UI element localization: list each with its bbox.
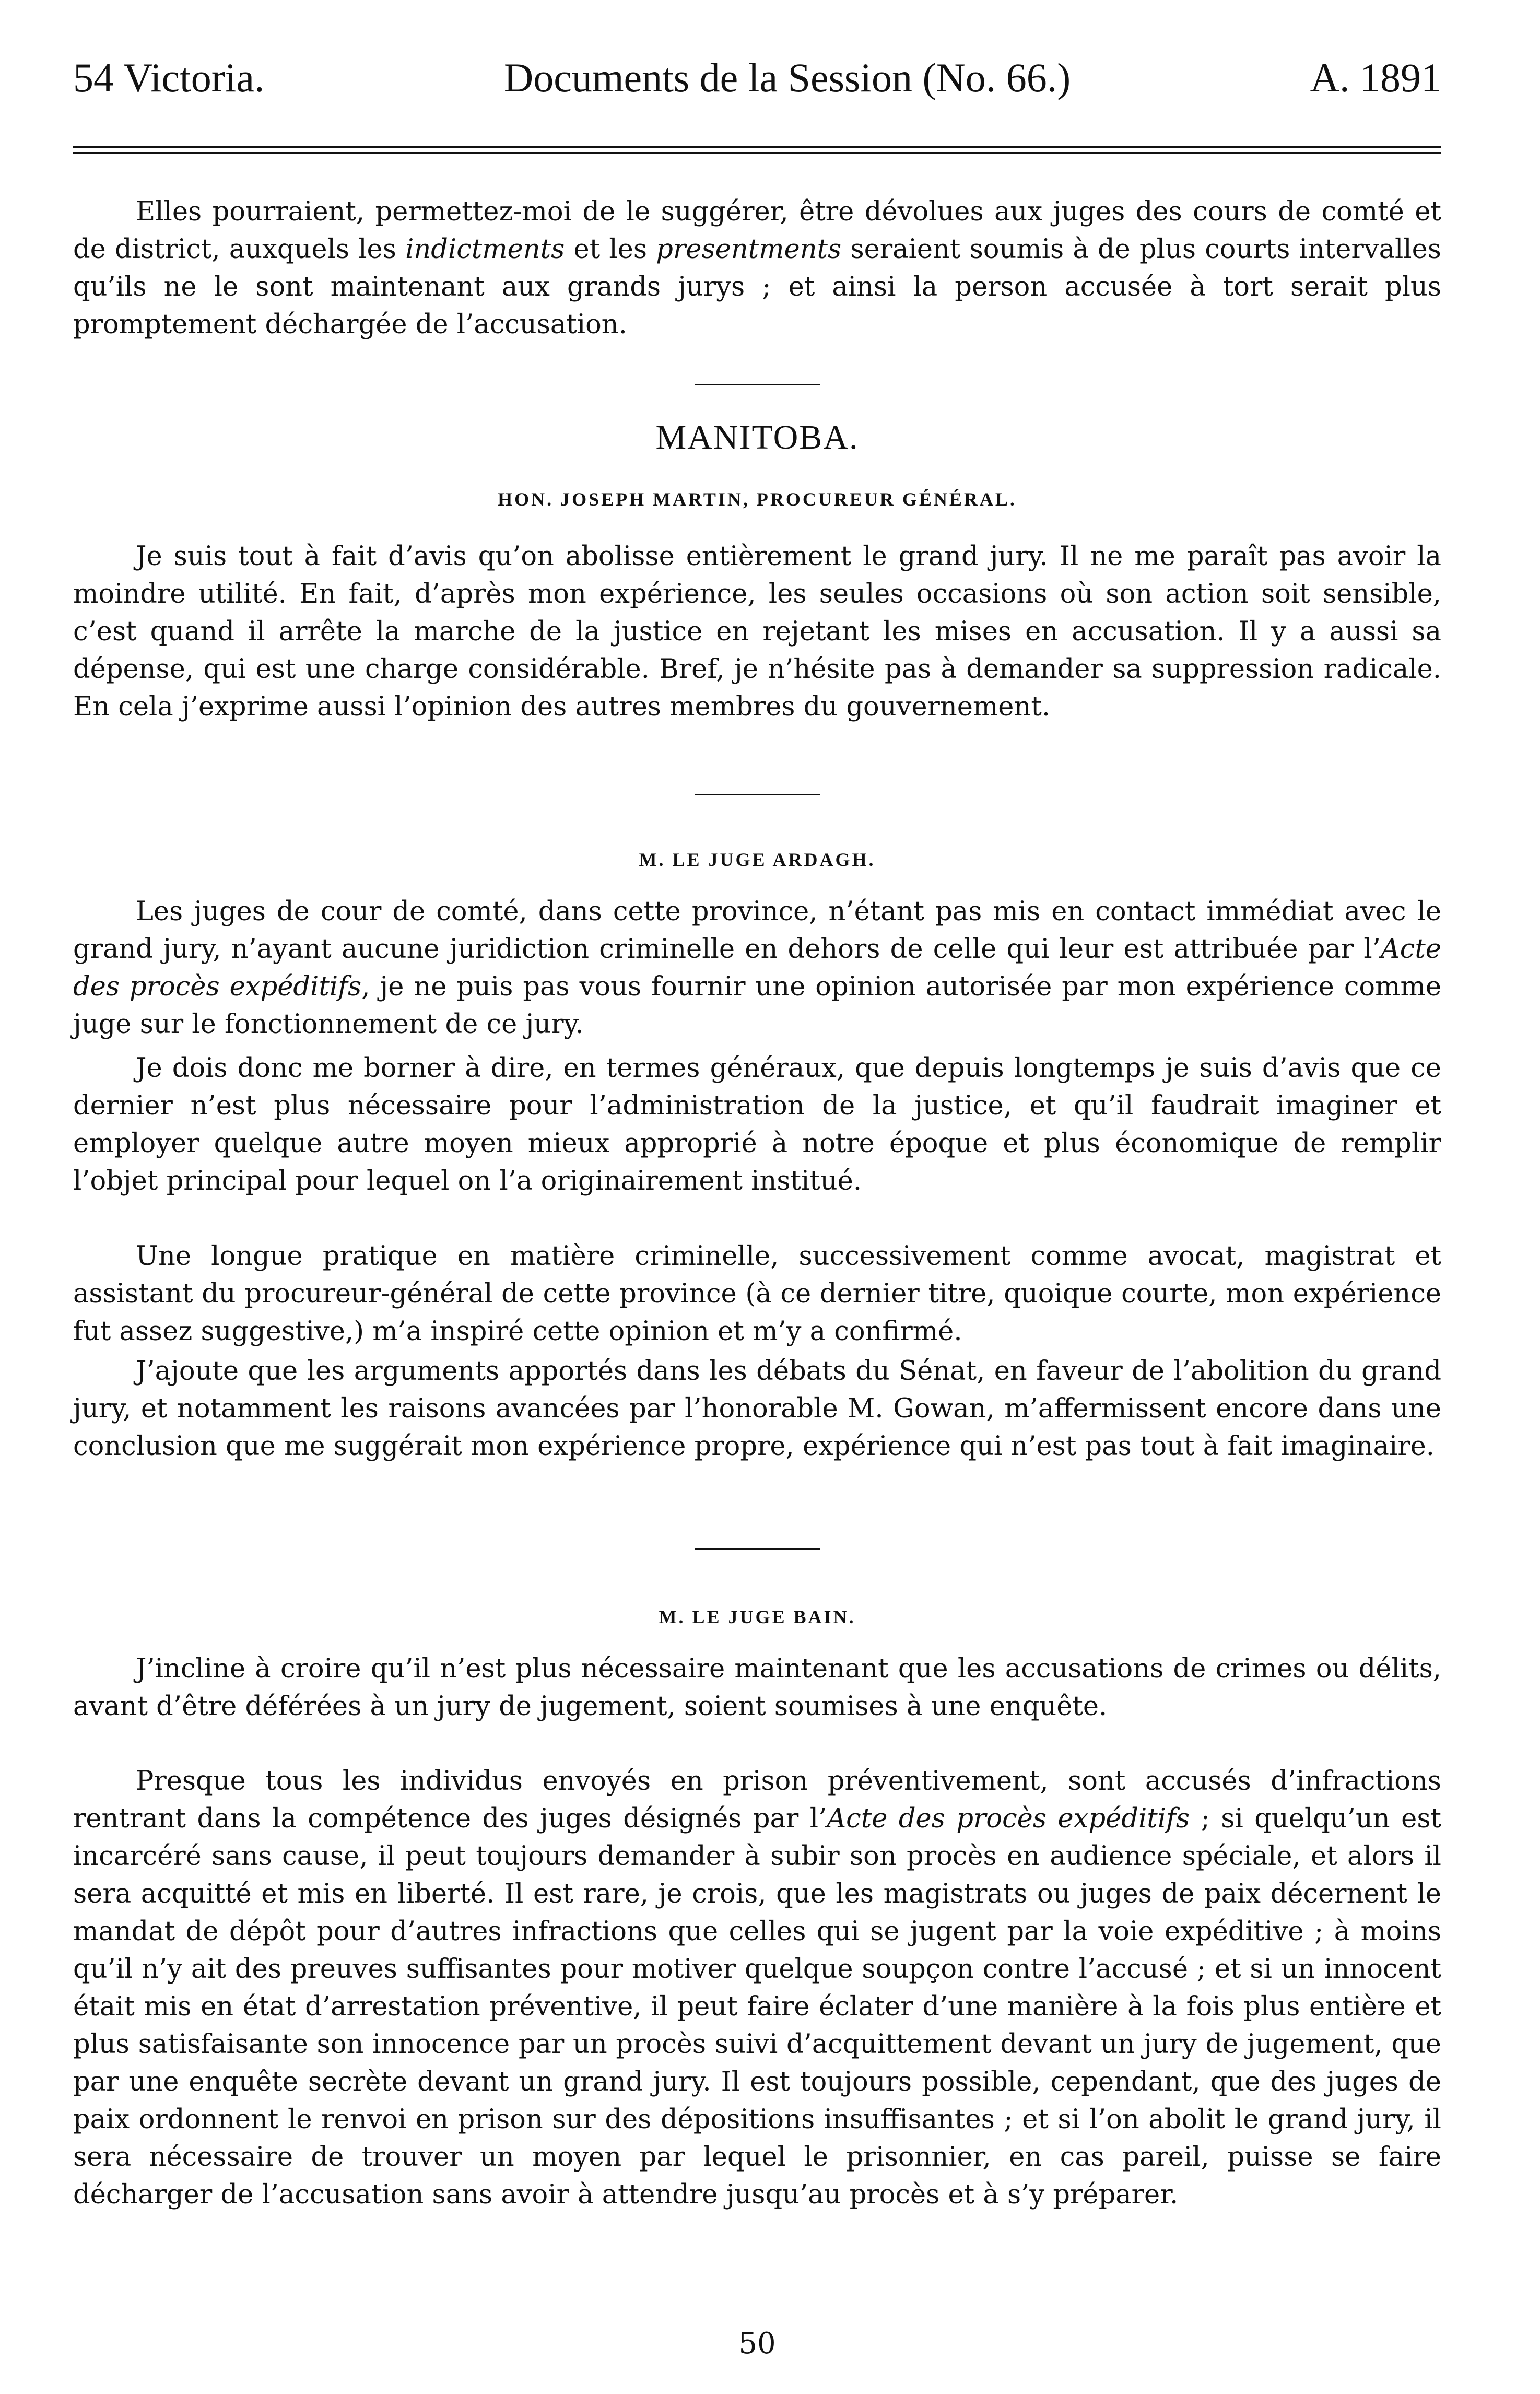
- section-title-manitoba: MANITOBA.: [655, 418, 859, 456]
- bain-paragraph-2: Presque tous les individus envoyés en prison préventivement, sont accusés d’infractions rentrant dans la compétence des juges désignés par l’Acte des procès expéditifs ; si quelqu’un est incarcéré sans cause, il peut toujours demander à subir son procès en audience spéciale, et alors il sera acquitté et mis en liberté. Il est rare, je crois, que les magistrats ou juges de paix décernent le mandat de dépôt pour d’autres infractions que celles qui se jugent par la voie expéditive ; à moins qu’il n’y ait des preuves suffisantes pour motiver quelque soupçon contre l’accusé ; et si un innocent était mis en état d’arrestation préventive, il peut faire éclater d’une manière à la fois plus entière et plus satisfaisante son innocence par un procès suivi d’acquittement devant un jury de jugement, que par une enquête secrète devant un grand jury. Il est toujours possible, cependant, que des juges de paix ordonnent le renvoi en prison sur des dépositions insuffisantes ; et si l’on abolit le grand jury, il sera nécessaire de trouver un moyen par lequel le prisonnier, en cas pareil, puisse se faire décharger de l’accusation sans avoir à attendre jusqu’au procès et à s’y préparer.: [73, 1766, 1441, 2210]
- header-left: 54 Victoria.: [73, 55, 265, 100]
- term-indictments: indictments: [405, 234, 565, 265]
- section-title-ardagh: M. LE JUGE ARDAGH.: [639, 849, 876, 870]
- ardagh-paragraph-3: Une longue pratique en matière criminelle, successivement comme avocat, magistrat et assistant du procureur-général de cette province (à ce dernier titre, quoique courte, mon expérience fut assez suggestive,) m’a inspiré cette opinion et m’y a confirmé.: [73, 1241, 1441, 1347]
- intro-paragraph: Elles pourraient, permettez-moi de le suggérer, être dévolues aux juges des cours de comté et de district, auxquels les indictments et les presentments seraient soumis à de plus courts intervalles qu’ils ne le sont maintenant aux grands jurys ; et ainsi la person accusée à tort serait plus promptement déchargée de l’accusation.: [73, 196, 1441, 340]
- section-separator: [695, 384, 820, 385]
- ardagh-paragraph-2: Je dois donc me borner à dire, en termes généraux, que depuis longtemps je suis d’avis que ce dernier n’est plus nécessaire pour l’administration de la justice, et qu’il faudrait imaginer et employer quelque autre moyen mieux approprié à notre époque et plus économique de remplir l’objet principal pour lequel on l’a originairement institué.: [73, 1053, 1441, 1196]
- bain-paragraph-1: J’incline à croire qu’il n’est plus nécessaire maintenant que les accusations de crimes ou délits, avant d’être déférées à un jury de jugement, soient soumises à une enquête.: [73, 1653, 1441, 1722]
- manitoba-paragraph: Je suis tout à fait d’avis qu’on abolisse entièrement le grand jury. Il ne me paraît pas avoir la moindre utilité. En fait, d’après mon expérience, les seules occasions où son action soit sensible, c’est quand il arrête la marche de la justice en rejetant les mises en accusation. Il y a aussi sa dépense, qui est une charge considérable. Bref, je n’hésite pas à demander sa suppression radicale. En cela j’exprime aussi l’opinion des autres membres du gouvernement.: [73, 541, 1441, 722]
- act-title: Acte des procès expéditifs: [73, 934, 1441, 1002]
- act-title: Acte des procès expéditifs: [827, 1803, 1190, 1834]
- term-presentments: presentments: [656, 234, 842, 265]
- ardagh-paragraph-4: J’ajoute que les arguments apportés dans les débats du Sénat, en faveur de l’abolition du grand jury, et notamment les raisons avancées par l’honorable M. Gowan, m’affermissent encore dans une conclusion que me suggérait mon expérience propre, expérience qui n’est pas tout à fait imaginaire.: [73, 1356, 1441, 1462]
- header-right: A. 1891: [1310, 55, 1441, 100]
- ardagh-paragraph-1: Les juges de cour de comté, dans cette province, n’étant pas mis en contact immédiat avec le grand jury, n’ayant aucune juridiction criminelle en dehors de celle qui leur est attribuée par l’Acte des procès expéditifs, je ne puis pas vous fournir une opinion autorisée par mon expérience comme juge sur le fonctionnement de ce jury.: [73, 896, 1442, 1040]
- section-subtitle-manitoba: HON. JOSEPH MARTIN, PROCUREUR GÉNÉRAL.: [498, 489, 1017, 510]
- section-title-bain: M. LE JUGE BAIN.: [659, 1606, 856, 1627]
- header-rule-bottom: [73, 152, 1441, 154]
- document-page: [73, 0, 1441, 2394]
- header-center: Documents de la Session (No. 66.): [503, 55, 1071, 100]
- page-number: 50: [738, 2327, 776, 2361]
- section-separator: [695, 794, 820, 795]
- section-separator: [695, 1548, 820, 1550]
- running-header: [73, 57, 1441, 98]
- header-rule-top: [73, 146, 1441, 148]
